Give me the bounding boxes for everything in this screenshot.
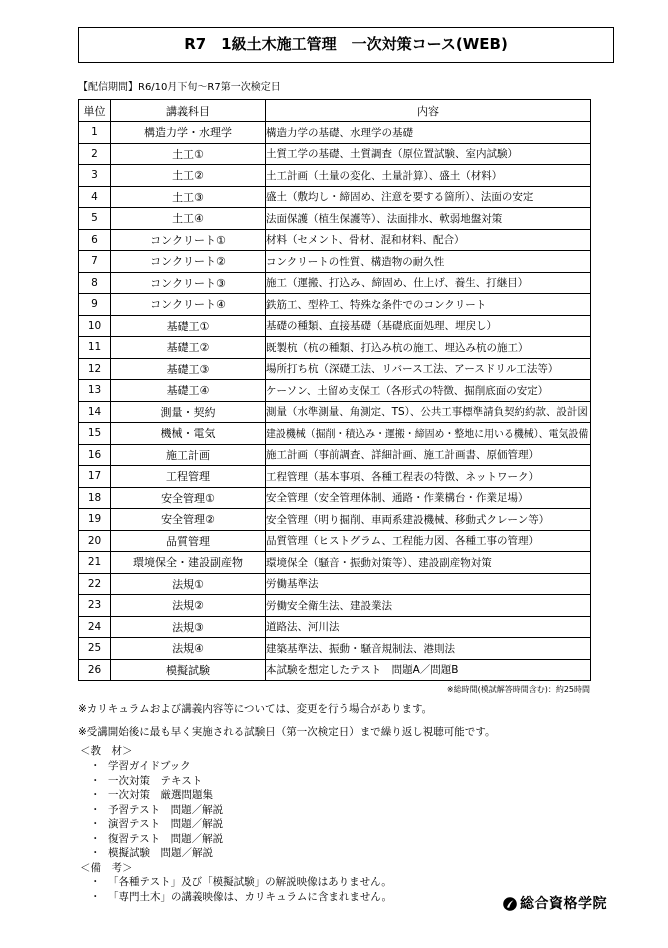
unit-cell-text: 7 — [91, 255, 98, 268]
table-row — [79, 143, 591, 165]
table-row — [79, 380, 591, 402]
unit-cell-text: 17 — [87, 470, 102, 483]
subject-cell — [111, 552, 266, 574]
subject-cell-text: 測量・契約 — [160, 405, 216, 419]
content-cell-text: コンクリートの性質、構造物の耐久性 — [266, 255, 445, 268]
unit-cell — [79, 122, 111, 144]
content-cell-text: 本試験を想定したテスト 問題A／問題B — [266, 664, 459, 677]
unit-cell — [79, 466, 111, 488]
header-unit: 単位 — [79, 100, 111, 122]
content-cell-text: 材料（セメント、骨材、混和材料、配合） — [266, 234, 465, 247]
material-item — [90, 759, 223, 774]
unit-cell — [79, 208, 111, 230]
unit-cell-text: 5 — [91, 212, 98, 225]
unit-cell — [79, 272, 111, 294]
subject-cell-text: コンクリート④ — [150, 298, 226, 312]
unit-cell-text: 8 — [91, 276, 98, 289]
header-content: 内容 — [266, 100, 591, 122]
material-item-text: 復習テスト 問題／解説 — [108, 832, 224, 845]
unit-cell-text: 13 — [87, 384, 102, 397]
content-cell-text: 法面保護（植生保護等）、法面排水、軟弱地盤対策 — [266, 212, 503, 225]
content-cell — [266, 315, 591, 337]
content-cell-text: 安全管理（安全管理体制、通路・作業構台・作業足場） — [266, 492, 529, 505]
unit-cell-text: 1 — [91, 126, 98, 139]
header-subject: 講義科目 — [111, 100, 266, 122]
unit-cell-text: 9 — [91, 298, 98, 311]
subject-cell — [111, 659, 266, 681]
content-cell — [266, 251, 591, 273]
content-cell — [266, 165, 591, 187]
table-row — [79, 186, 591, 208]
content-cell — [266, 272, 591, 294]
table-row — [79, 616, 591, 638]
unit-cell — [79, 509, 111, 531]
content-cell-text: 品質管理（ヒストグラム、工程能力図、各種工事の管理） — [266, 535, 539, 548]
unit-cell-text: 2 — [91, 147, 98, 160]
subject-cell-text: 基礎工③ — [166, 362, 210, 376]
subject-cell — [111, 294, 266, 316]
table-row — [79, 509, 591, 531]
unit-cell — [79, 186, 111, 208]
subject-cell — [111, 573, 266, 595]
remark-item — [90, 890, 392, 905]
remark-item — [90, 875, 392, 890]
content-cell — [266, 358, 591, 380]
content-cell — [266, 530, 591, 552]
unit-cell-text: 22 — [87, 577, 102, 590]
unit-cell-text: 4 — [91, 190, 98, 203]
subject-cell — [111, 487, 266, 509]
bullet-mark: ・ — [90, 789, 101, 801]
material-item — [90, 803, 223, 818]
unit-cell-text: 25 — [87, 642, 102, 655]
subject-cell-text: 法規② — [172, 599, 204, 613]
content-cell-text: 土工計画（土量の変化、土量計算）、盛土（材料） — [266, 169, 503, 182]
unit-cell — [79, 315, 111, 337]
content-cell — [266, 466, 591, 488]
subject-cell-text: 安全管理① — [161, 491, 215, 505]
materials-heading: ＜教 材＞ — [80, 745, 133, 757]
subject-cell-text: 基礎工② — [166, 341, 210, 355]
unit-cell-text: 23 — [87, 599, 102, 612]
content-cell-text: 盛土（敷均し・締固め、注意を要する箇所）、法面の安定 — [266, 191, 534, 204]
remarks-heading: ＜備 考＞ — [80, 862, 133, 874]
subject-cell — [111, 229, 266, 251]
subject-cell-text: 構造力学・水理学 — [144, 126, 232, 140]
content-cell-text: 建設機械（掘削・積込み・運搬・締固め・整地に用いる機械）、電気設備 — [266, 427, 589, 440]
content-cell — [266, 509, 591, 531]
material-item-text: 模擬試験 問題／解説 — [108, 847, 213, 859]
material-item-text: 演習テスト 問題／解説 — [108, 818, 224, 830]
unit-cell — [79, 165, 111, 187]
content-cell — [266, 638, 591, 660]
subject-cell-text: コンクリート③ — [150, 276, 226, 290]
content-cell — [266, 573, 591, 595]
unit-cell-text: 18 — [87, 491, 102, 504]
remark-item-text: 「各種テスト」及び「模擬試験」の解説映像はありません。 — [108, 876, 392, 888]
materials-list — [90, 759, 223, 861]
subject-cell — [111, 380, 266, 402]
subject-cell-text: 施工計画 — [166, 448, 210, 462]
content-cell-text: 安全管理（明り掘削、車両系建設機械、移動式クレーン等） — [266, 513, 550, 526]
course-title — [78, 27, 614, 63]
table-row — [79, 122, 591, 144]
subject-cell-text: 基礎工④ — [166, 384, 210, 398]
unit-cell — [79, 573, 111, 595]
content-cell-text: 施工計画（事前調査、詳細計画、施工計画書、原価管理） — [266, 449, 539, 462]
subject-cell — [111, 272, 266, 294]
subject-cell-text: 環境保全・建設副産物 — [133, 556, 243, 570]
subject-cell — [111, 530, 266, 552]
table-row — [79, 573, 591, 595]
content-cell — [266, 401, 591, 423]
subject-cell-text: 土工④ — [172, 212, 204, 226]
subject-cell — [111, 509, 266, 531]
table-row — [79, 315, 591, 337]
content-cell-text: 労働安全衛生法、建設業法 — [266, 599, 392, 612]
unit-cell — [79, 294, 111, 316]
content-cell — [266, 487, 591, 509]
unit-cell — [79, 444, 111, 466]
content-cell-text: 建築基準法、振動・騒音規制法、港則法 — [266, 642, 455, 655]
table-row — [79, 208, 591, 230]
material-item-text: 予習テスト 問題／解説 — [108, 803, 224, 816]
content-cell — [266, 423, 591, 445]
subject-cell — [111, 444, 266, 466]
sogo-shikaku-logo-icon — [503, 897, 517, 911]
table-row — [79, 638, 591, 660]
content-cell-text: 土質工学の基礎、土質調査（原位置試験、室内試験） — [266, 148, 518, 161]
subject-cell — [111, 595, 266, 617]
header-row — [79, 100, 591, 122]
subject-cell-text: 模擬試験 — [166, 663, 210, 677]
unit-cell-text: 14 — [87, 405, 102, 418]
unit-cell — [79, 358, 111, 380]
bullet-mark: ・ — [90, 847, 101, 859]
total-time-note: ※総時間(模試解答時間含む)：約25時間 — [446, 685, 590, 694]
subject-cell-text: 安全管理② — [161, 513, 215, 527]
material-item-text: 一次対策 厳選問題集 — [108, 789, 213, 801]
bullet-mark: ・ — [90, 818, 101, 830]
unit-cell-text: 15 — [87, 427, 102, 440]
curriculum-table — [78, 99, 591, 681]
content-cell — [266, 294, 591, 316]
content-cell-text: 測量（水準測量、角測定、TS）、公共工事標準請負契約約款、設計図 — [266, 406, 588, 419]
subject-cell — [111, 165, 266, 187]
unit-cell — [79, 380, 111, 402]
unit-cell-text: 24 — [87, 620, 102, 633]
unit-cell-text: 6 — [91, 233, 98, 246]
subject-cell-text: 土工③ — [172, 190, 204, 204]
subject-cell — [111, 358, 266, 380]
unit-cell — [79, 229, 111, 251]
table-row — [79, 466, 591, 488]
table-row — [79, 423, 591, 445]
table-row — [79, 487, 591, 509]
subject-cell — [111, 186, 266, 208]
material-item — [90, 817, 223, 832]
content-cell — [266, 186, 591, 208]
unit-cell-text: 3 — [91, 169, 98, 182]
unit-cell — [79, 337, 111, 359]
subject-cell — [111, 315, 266, 337]
subject-cell-text: 法規③ — [172, 620, 204, 634]
subject-cell — [111, 638, 266, 660]
curriculum-change-note: ※カリキュラムおよび講義内容等については、変更を行う場合があります。 — [78, 703, 433, 715]
content-cell — [266, 595, 591, 617]
content-cell-text: 施工（運搬、打込み、締固め、仕上げ、養生、打継目） — [266, 277, 529, 290]
table-row — [79, 229, 591, 251]
content-cell-text: ケーソン、土留め支保工（各形式の特徴、掘削底面の安定） — [266, 384, 549, 397]
content-cell — [266, 229, 591, 251]
unit-cell — [79, 143, 111, 165]
table-header — [79, 100, 591, 122]
table-row — [79, 358, 591, 380]
content-cell-text: 基礎の種類、直接基礎（基礎底面処理、埋戻し） — [266, 320, 497, 333]
bullet-mark: ・ — [90, 876, 101, 888]
subject-cell — [111, 208, 266, 230]
unit-cell — [79, 251, 111, 273]
subject-cell — [111, 616, 266, 638]
content-cell — [266, 143, 591, 165]
unit-cell — [79, 659, 111, 681]
content-cell — [266, 380, 591, 402]
subject-cell-text: 法規④ — [172, 642, 204, 656]
subject-cell-text: 基礎工① — [166, 319, 210, 333]
content-cell-text: 構造力学の基礎、水理学の基礎 — [266, 126, 413, 139]
table-row — [79, 165, 591, 187]
table-row — [79, 401, 591, 423]
table-row — [79, 595, 591, 617]
content-cell — [266, 616, 591, 638]
subject-cell — [111, 251, 266, 273]
content-cell-text: 工程管理（基本事項、各種工程表の特徴、ネットワーク） — [266, 470, 539, 483]
viewing-period-note: ※受講開始後に最も早く実施される試験日（第一次検定日）まで繰り返し視聴可能です。 — [78, 726, 496, 738]
subject-cell-text: 土工② — [172, 169, 204, 183]
content-cell-text: 道路法、河川法 — [266, 621, 340, 634]
content-cell — [266, 659, 591, 681]
delivery-period: 【配信期間】R6/10月下旬～R7第一次検定日 — [78, 82, 281, 93]
subject-cell-text: コンクリート② — [150, 255, 226, 269]
subject-cell — [111, 122, 266, 144]
material-item-text: 一次対策 テキスト — [108, 774, 203, 787]
logo-text: 総合資格学院 — [520, 896, 607, 912]
table-row — [79, 272, 591, 294]
unit-cell-text: 21 — [87, 556, 102, 569]
content-cell-text: 場所打ち杭（深礎工法、リバース工法、アースドリル工法等） — [266, 363, 559, 376]
content-cell — [266, 444, 591, 466]
table-row — [79, 337, 591, 359]
content-cell-text: 既製杭（杭の種類、打込み杭の施工、埋込み杭の施工） — [266, 341, 529, 354]
subject-cell-text: 法規① — [172, 577, 204, 591]
content-cell — [266, 122, 591, 144]
table-row — [79, 444, 591, 466]
subject-cell-text: 土工① — [172, 147, 204, 161]
unit-cell-text: 19 — [87, 513, 102, 526]
unit-cell-text: 10 — [87, 319, 102, 332]
unit-cell — [79, 401, 111, 423]
material-item — [90, 788, 223, 803]
material-item — [90, 774, 223, 789]
subject-cell — [111, 423, 266, 445]
subject-cell-text: コンクリート① — [150, 233, 226, 247]
bullet-mark: ・ — [90, 774, 101, 787]
subject-cell — [111, 337, 266, 359]
unit-cell — [79, 616, 111, 638]
content-cell — [266, 337, 591, 359]
material-item — [90, 832, 223, 847]
content-cell-text: 鉄筋工、型枠工、特殊な条件でのコンクリート — [266, 298, 487, 311]
remarks-list — [90, 875, 392, 904]
table-row — [79, 552, 591, 574]
bullet-mark: ・ — [90, 890, 101, 903]
bullet-mark: ・ — [90, 803, 101, 816]
bullet-mark: ・ — [90, 760, 101, 772]
content-cell — [266, 552, 591, 574]
subject-cell — [111, 466, 266, 488]
remark-item-text: 「専門土木」の講義映像は、カリキュラムに含まれません。 — [108, 890, 393, 903]
table-row — [79, 530, 591, 552]
school-logo — [503, 895, 607, 913]
subject-cell — [111, 143, 266, 165]
material-item — [90, 846, 223, 861]
bullet-mark: ・ — [90, 832, 101, 845]
material-item-text: 学習ガイドブック — [108, 760, 191, 772]
unit-cell — [79, 552, 111, 574]
unit-cell-text: 12 — [87, 362, 102, 375]
unit-cell — [79, 638, 111, 660]
subject-cell-text: 機械・電気 — [160, 427, 216, 441]
unit-cell — [79, 423, 111, 445]
unit-cell — [79, 487, 111, 509]
content-cell — [266, 208, 591, 230]
unit-cell-text: 26 — [87, 663, 102, 676]
unit-cell — [79, 530, 111, 552]
unit-cell-text: 20 — [87, 534, 102, 547]
content-cell-text: 労働基準法 — [266, 578, 319, 591]
course-title-text: R7 1級土木施工管理 一次対策コース(WEB) — [184, 35, 508, 53]
subject-cell-text: 品質管理 — [166, 534, 210, 548]
table-row — [79, 294, 591, 316]
unit-cell — [79, 595, 111, 617]
table-body — [79, 122, 591, 681]
subject-cell-text: 工程管理 — [166, 470, 210, 484]
unit-cell-text: 16 — [87, 448, 102, 461]
content-cell-text: 環境保全（騒音・振動対策等）、建設副産物対策 — [266, 556, 492, 569]
table-row — [79, 659, 591, 681]
unit-cell-text: 11 — [87, 341, 102, 354]
table-row — [79, 251, 591, 273]
subject-cell — [111, 401, 266, 423]
